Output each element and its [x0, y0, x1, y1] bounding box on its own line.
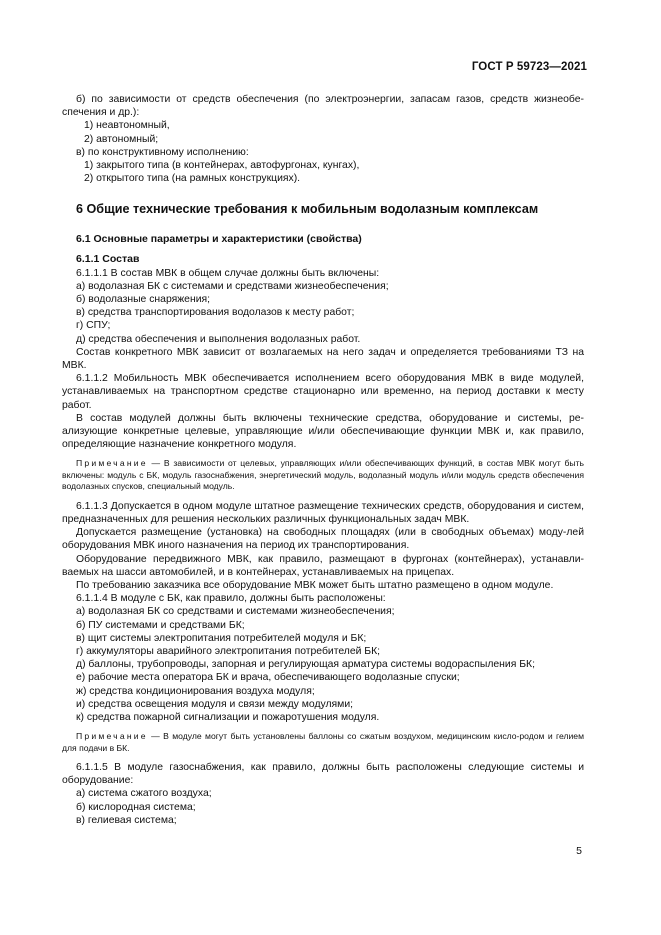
list-item: б) ПУ системами и средствами БК;	[76, 619, 245, 631]
page-number: 5	[576, 845, 582, 857]
list-item: а) водолазная БК с системами и средствами жизнеобеспечения;	[76, 280, 389, 292]
note-label: Примечание	[76, 458, 148, 469]
note-text: — В модуле могут быть установлены баллоны со сжатым воздухом, медицинским кисло-родом и гелием для подачи в БК.	[62, 731, 584, 753]
paragraph: 6.1.1.3 Допускается в одном модуле штатное размещение технических средств, оборудования и систем, предназначенных для решения нескольких различных функциональных задач МВК.	[62, 500, 584, 525]
intro-item: 2) автономный;	[84, 133, 159, 145]
list-item: ж) средства кондиционирования воздуха модуля;	[76, 685, 315, 697]
list-item: г) СПУ;	[76, 320, 111, 332]
subsubsection-heading: 6.1.1 Состав	[76, 253, 140, 266]
list-item: в) щит системы электропитания потребителей модуля и БК;	[76, 632, 367, 644]
paragraph: 6.1.1.2 Мобильность МВК обеспечивается исполнением всего оборудования МВК в виде модулей, устанавливаемых на транспортном средстве стационарно или временно, на период доставки к месту работ.	[62, 373, 584, 411]
paragraph: 6.1.1.1 В состав МВК в общем случае должны быть включены:	[76, 267, 380, 279]
list-item: б) кислородная система;	[76, 801, 196, 813]
note	[62, 458, 584, 492]
list-item: и) средства освещения модуля и связи между модулями;	[76, 698, 354, 710]
section-heading: 6 Общие технические требования к мобильным водолазным комплексам	[76, 202, 539, 217]
paragraph: По требованию заказчика все оборудование МВК может быть штатно размещено в одном модуле.	[76, 579, 554, 591]
list-item: а) система сжатого воздуха;	[76, 788, 212, 800]
intro-item: б) по зависимости от средств обеспечения (по электроэнергии, запасам газов, средств жизнеобе-спечения и др.):	[62, 94, 584, 119]
list-item: к) средства пожарной сигнализации и пожаротушения модуля.	[76, 711, 380, 723]
list-item: е) рабочие места оператора БК и врача, обеспечивающего водолазные спуски;	[76, 672, 460, 684]
page-content	[62, 93, 584, 827]
paragraph: Оборудование передвижного МВК, как правило, размещают в фургонах (контейнерах), устанавли-ваемых на шасси автомобилей, и в контейнерах, устанавливаемых на прицепах.	[62, 553, 584, 578]
intro-item: в) по конструктивному исполнению:	[76, 146, 249, 158]
list-item: а) водолазная БК со средствами и системами жизнеобеспечения;	[76, 606, 395, 618]
intro-item: 2) открытого типа (на рамных конструкциях).	[84, 173, 301, 185]
list-item: в) средства транспортирования водолазов к месту работ;	[76, 307, 355, 319]
list-item: д) баллоны, трубопроводы, запорная и регулирующая арматура системы водораспыления БК;	[76, 659, 535, 671]
intro-item: 1) неавтономный,	[84, 120, 170, 132]
note-text: — В зависимости от целевых, управляющих и/или обеспечивающих функций, в состав МВК могут быть включены: модуль с БК, модуль газоснабжения, энергетический модуль, водолазный модуль и/или модуль средств обеспечения водолазных спусков, специальный модуль.	[62, 458, 584, 492]
subsection-heading: 6.1 Основные параметры и характеристики (свойства)	[76, 233, 362, 246]
paragraph: 6.1.1.4 В модуле с БК, как правило, должны быть расположены:	[76, 593, 386, 605]
list-item: д) средства обеспечения и выполнения водолазных работ.	[76, 333, 361, 345]
paragraph: В состав модулей должны быть включены технические средства, оборудование и системы, ре-ализующие конкретные целевые, управляющие и/или обеспечивающие функции МВК и, как правило, определяющие назначение конкретного модуля.	[62, 412, 584, 451]
note-label: Примечание	[76, 731, 148, 742]
list-item: б) водолазные снаряжения;	[76, 294, 211, 306]
list-item: г) аккумуляторы аварийного электропитания потребителей БК;	[76, 645, 381, 657]
paragraph: Состав конкретного МВК зависит от возлагаемых на него задач и определяется требованиями ТЗ на МВК.	[62, 346, 584, 372]
list-item: в) гелиевая система;	[76, 814, 177, 826]
note	[62, 731, 584, 754]
standard-code: ГОСТ Р 59723—2021	[471, 61, 587, 73]
intro-item: 1) закрытого типа (в контейнерах, автофургонах, кунгах),	[84, 160, 360, 172]
paragraph: 6.1.1.5 В модуле газоснабжения, как правило, должны быть расположены следующие системы и оборудование:	[62, 761, 584, 787]
paragraph: Допускается размещение (установка) на свободных площадях (или в свободных объемах) моду-лей оборудования МВК иного назначения на период их транспортирования.	[62, 527, 584, 552]
